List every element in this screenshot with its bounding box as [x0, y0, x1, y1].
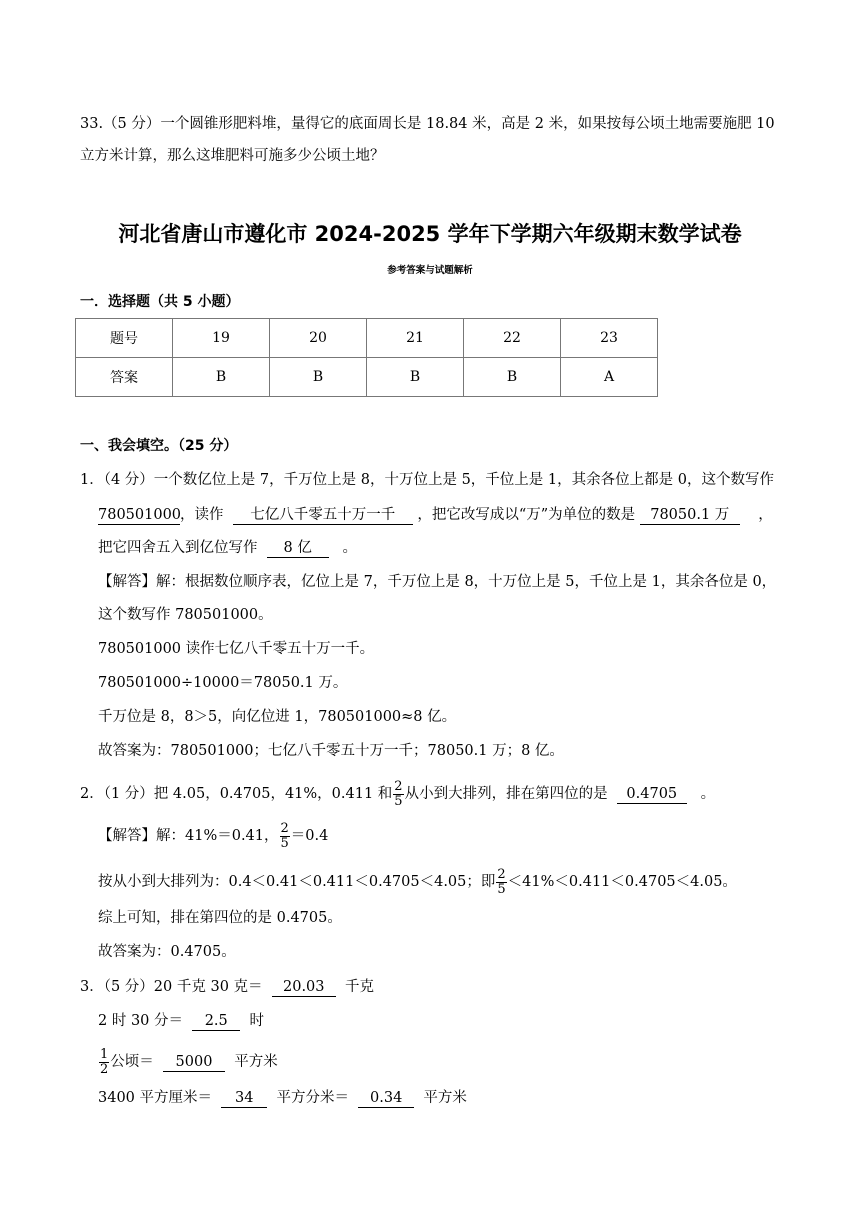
- p1-solution-6: 故答案为：780501000；七亿八千零五十万一千；78050.1 万；8 亿。: [98, 743, 564, 759]
- p3-unit-3: 平方米: [234, 1054, 278, 1070]
- table-cell: 答案: [76, 358, 173, 397]
- p2-solution-text-b: ＝0.4: [290, 828, 329, 844]
- table-cell: B: [270, 358, 367, 397]
- p1-solution-3: 780501000 读作七亿八千零五十万一千。: [98, 641, 375, 657]
- p3-answer-4: 34: [221, 1089, 267, 1108]
- answer-table-row-number: [76, 319, 658, 358]
- p2-question: [80, 774, 715, 814]
- p2-question-text-b: 从小到大排列，排在第四位的是: [404, 786, 608, 802]
- p3-answer-3: 5000: [163, 1053, 225, 1072]
- table-cell: 23: [561, 319, 658, 358]
- p3-line4-text: 3400 平方厘米＝: [98, 1090, 213, 1106]
- fraction-numerator: 2: [497, 866, 506, 882]
- p3-line-4: [98, 1088, 467, 1108]
- p2-solution-4: 故答案为：0.4705。: [98, 944, 236, 960]
- p3-line-3: [98, 1042, 278, 1082]
- q33-line-1: 33.（5 分）一个圆锥形肥料堆，量得它的底面周长是 18.84 米，高是 2 米，如果按每公顷土地需要施肥 10: [80, 116, 775, 132]
- fraction-denominator: 5: [394, 793, 403, 809]
- p2-solution-3: 综上可知，排在第四位的是 0.4705。: [98, 910, 342, 926]
- p3-unit-4b: 平方米: [423, 1090, 467, 1106]
- p1-question-line-3: [98, 538, 357, 558]
- fraction-numerator: 1: [100, 1046, 109, 1062]
- table-cell: B: [464, 358, 561, 397]
- fraction-denominator: 2: [100, 1061, 109, 1077]
- p1-comma: ，: [758, 507, 773, 523]
- p1-answer-number: 780501000: [98, 507, 182, 523]
- table-cell: 20: [270, 319, 367, 358]
- p1-answer-wan: 78050.1 万: [640, 506, 740, 525]
- p1-question-line-2: [98, 505, 773, 525]
- p1-read-label: ，读作: [180, 507, 224, 523]
- fraction-numerator: 2: [280, 820, 289, 836]
- answer-table-row-answer: [76, 358, 658, 397]
- p3-line2-text: 2 时 30 分＝: [98, 1013, 184, 1029]
- p3-line-2: [98, 1011, 264, 1031]
- p3-unit-1: 千克: [344, 979, 374, 995]
- p2-answer: 0.4705: [617, 785, 687, 804]
- table-cell: 22: [464, 319, 561, 358]
- p2-period: 。: [700, 786, 716, 802]
- p3-fraction: [99, 1048, 109, 1077]
- p2-fraction: [496, 868, 506, 897]
- p2-solution-line2-b: ＜41%＜0.411＜0.4705＜4.05。: [507, 874, 737, 890]
- p3-unit-2: 时: [249, 1013, 264, 1029]
- p3-answer-2: 2.5: [192, 1012, 240, 1031]
- p1-period: 。: [342, 540, 358, 556]
- p1-solution-1: 【解答】解：根据数位顺序表，亿位上是 7，千万位上是 8，十万位上是 5，千位上是 1，其余各位是 0，: [98, 574, 777, 590]
- table-cell: B: [367, 358, 464, 397]
- answer-table: [75, 318, 658, 397]
- p2-fraction: [280, 822, 290, 851]
- fraction-denominator: 5: [497, 881, 506, 897]
- page-title: 河北省唐山市遵化市 2024-2025 学年下学期六年级期末数学试卷: [118, 222, 742, 246]
- p1-change-label: ，把它改写成以“万”为单位的数是: [417, 507, 636, 523]
- p3-answer-5: 0.34: [358, 1089, 414, 1108]
- table-cell: 21: [367, 319, 464, 358]
- p3-answer-1: 20.03: [272, 978, 336, 997]
- table-cell: 19: [173, 319, 270, 358]
- fraction-numerator: 2: [394, 778, 403, 794]
- q33-line-2: 立方米计算，那么这堆肥料可施多少公顷土地？: [80, 148, 385, 164]
- p1-solution-4: 780501000÷10000＝78050.1 万。: [98, 675, 348, 691]
- p1-solution-2: 这个数写作 780501000。: [98, 607, 273, 623]
- p1-answer-reading: 七亿八千零五十万一千: [233, 506, 413, 525]
- p3-unit-4a: 平方分米＝: [276, 1090, 349, 1106]
- p2-question-text-a: 2．（1 分）把 4.05，0.4705，41%，0.411 和: [80, 786, 393, 802]
- fraction-denominator: 5: [280, 835, 289, 851]
- table-cell: 题号: [76, 319, 173, 358]
- p2-solution-2: [98, 862, 737, 902]
- page-subtitle: 参考答案与试题解析: [387, 265, 473, 276]
- p3-line3-text: 公顷＝: [110, 1054, 154, 1070]
- p1-solution-5: 千万位是 8，8＞5，向亿位进 1，780501000≈8 亿。: [98, 709, 457, 725]
- p3-line-1: [80, 977, 374, 997]
- section-choice-heading: 一．选择题（共 5 小题）: [80, 294, 240, 310]
- p3-question-text: 3．（5 分）20 千克 30 克＝: [80, 979, 263, 995]
- p2-solution-text-a: 【解答】解：41%＝0.41，: [98, 828, 279, 844]
- table-cell: A: [561, 358, 658, 397]
- p1-question-line-1: 1．（4 分）一个数亿位上是 7，千万位上是 8，十万位上是 5，千位上是 1，其余各位上都是 0，这个数写作: [80, 472, 774, 488]
- p1-round-label: 把它四舍五入到亿位写作: [98, 540, 258, 556]
- p1-answer-round: 8 亿: [267, 539, 329, 558]
- p2-solution-line2-a: 按从小到大排列为：0.4＜0.41＜0.411＜0.4705＜4.05；即: [98, 874, 496, 890]
- section-fill-heading: 一、我会填空。（25 分）: [80, 438, 238, 454]
- table-cell: B: [173, 358, 270, 397]
- p2-fraction: [393, 780, 403, 809]
- p2-solution-1: [98, 816, 328, 856]
